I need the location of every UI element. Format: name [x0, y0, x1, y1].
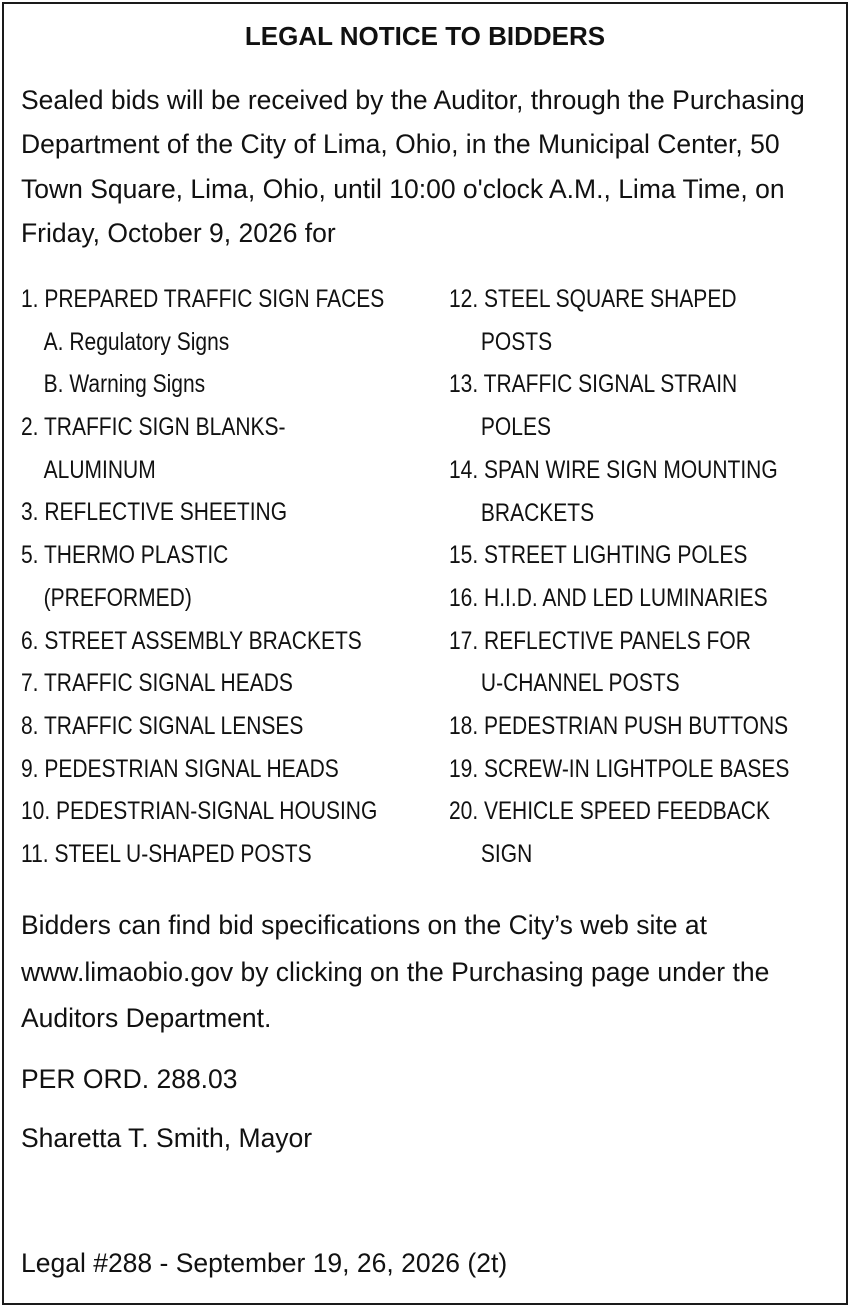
bid-items-left-column	[21, 278, 441, 876]
notice-title: LEGAL NOTICE TO BIDDERS	[244, 21, 606, 51]
bid-item	[21, 278, 385, 321]
bid-item-text: 7. TRAFFIC SIGNAL HEADS	[21, 669, 293, 698]
bid-item	[449, 577, 781, 620]
bid-item	[21, 790, 378, 833]
bid-item-text: 19. SCREW-IN LIGHTPOLE BASES	[449, 754, 790, 783]
bid-item	[21, 321, 374, 364]
bid-item-text: 16. H.I.D. AND LED LUMINARIES	[449, 583, 768, 612]
bid-item-text: 11. STEEL U-SHAPED POSTS	[21, 840, 312, 868]
bid-item-text: 10. PEDESTRIAN-SIGNAL HOUSING	[21, 797, 378, 826]
closing-paragraph: Bidders can find bid specifications on the City’s web site at www.limaobio.gov by clicking on the Purchasing page under the Auditors Department.	[21, 910, 770, 1033]
bid-item-text: 12. STEEL SQUARE SHAPED	[449, 285, 737, 313]
bid-item	[449, 790, 781, 875]
bid-item	[21, 491, 374, 534]
ordinance-reference: PER ORD. 288.03	[21, 1064, 238, 1094]
legal-publication-line: Legal #288 - September 19, 26, 2026 (2t)	[21, 1248, 508, 1278]
bid-item	[21, 406, 374, 491]
bid-item	[449, 363, 781, 448]
bid-item-continuation: (PREFORMED)	[43, 583, 192, 612]
bid-item-text: 6. STREET ASSEMBLY BRACKETS	[21, 626, 362, 655]
bid-item-continuation: SIGN	[480, 840, 533, 869]
bid-item	[449, 705, 789, 748]
bid-item-text: A. Regulatory Signs	[43, 327, 230, 356]
bid-item	[21, 534, 374, 619]
bid-item-continuation: BRACKETS	[480, 498, 595, 527]
bid-item	[21, 833, 374, 876]
bid-item-text: 2. TRAFFIC SIGN BLANKS-	[21, 413, 286, 442]
bid-item-text: 14. SPAN WIRE SIGN MOUNTING	[449, 455, 778, 484]
bid-items-right-column	[449, 278, 844, 876]
bid-item	[21, 620, 374, 663]
bid-items	[4, 278, 846, 878]
bid-item-continuation: POLES	[480, 413, 551, 442]
bid-item	[21, 705, 374, 748]
bid-item-text: 15. STREET LIGHTING POLES	[449, 541, 748, 570]
bid-item	[449, 748, 790, 791]
bid-item-text: 5. THERMO PLASTIC	[21, 541, 229, 570]
bid-item	[21, 363, 374, 406]
bid-item-text: 17. REFLECTIVE PANELS FOR	[449, 626, 751, 655]
bid-item	[449, 278, 781, 363]
intro-paragraph: Sealed bids will be received by the Auditor, through the Purchasing Department of the City of Lima, Ohio, in the Municipal Center, 50 Town Square, Lima, Ohio, until 10:00 o'clock A.M., Lima Time, on Friday, October 9, 2026 for	[21, 85, 805, 248]
bid-item-text: 18. PEDESTRIAN PUSH BUTTONS	[449, 712, 789, 740]
mayor-signature-line: Sharetta T. Smith, Mayor	[21, 1123, 313, 1153]
bid-item	[21, 662, 374, 705]
bid-item-text: 3. REFLECTIVE SHEETING	[21, 498, 288, 527]
bid-item-text: 9. PEDESTRIAN SIGNAL HEADS	[21, 754, 339, 783]
bid-item	[21, 748, 374, 791]
bid-item-continuation: U-CHANNEL POSTS	[480, 669, 680, 698]
bid-item-text: 8. TRAFFIC SIGNAL LENSES	[21, 711, 304, 740]
bid-item-text: 20. VEHICLE SPEED FEEDBACK	[449, 797, 770, 826]
bid-item-continuation: POSTS	[480, 327, 553, 356]
bid-item-continuation: ALUMINUM	[43, 455, 156, 484]
bid-item-text: B. Warning Signs	[43, 370, 206, 399]
legal-notice	[2, 2, 848, 1305]
bid-item	[449, 449, 781, 534]
bid-item-text: 1. PREPARED TRAFFIC SIGN FACES	[21, 285, 385, 313]
bid-item	[449, 534, 781, 577]
bid-item-text: 13. TRAFFIC SIGNAL STRAIN	[449, 370, 738, 399]
bid-item	[449, 620, 781, 705]
